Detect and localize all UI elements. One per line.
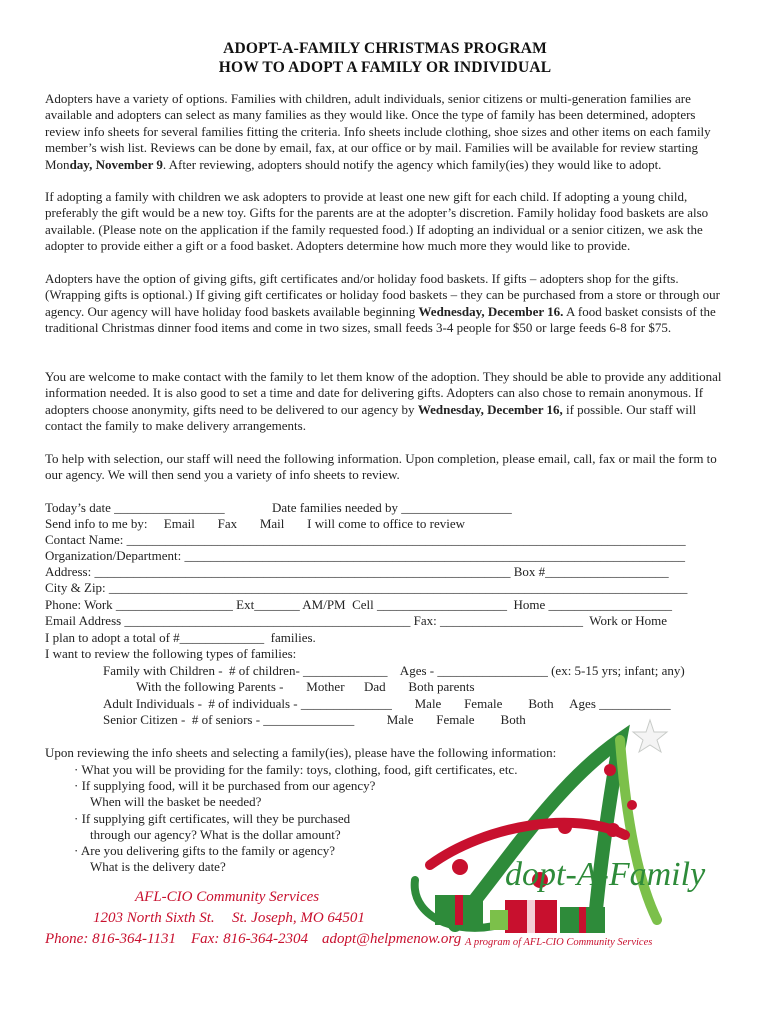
address-field[interactable]: Address: ________________________________________________________________ Box #___________________ <box>45 564 669 579</box>
senior-citizen-row[interactable]: Senior Citizen - # of seniors - ______________ Male Female Both <box>103 712 526 727</box>
footer-org: AFL-CIO Community Services <box>135 889 320 905</box>
date-needed-field[interactable]: Date families needed by _________________ <box>272 500 512 515</box>
footer-email[interactable]: adopt@helpmenow.org <box>322 931 462 947</box>
city-zip-field[interactable]: City & Zip: _________________________________________________________________________________________ <box>45 580 688 595</box>
paragraph-gifts: If adopting a family with children we ask adopters to provide at least one new gift for each child. If adopting a young child, preferably the gift would be a new toy. Gifts for the parents are at the adopter’s discretion. Family holiday food baskets are also available. (Please note on the application if the family requested food.) If adopting an individual or a senior citizen, we ask the adopter to provide either a gift or a food basket. Adopters determine how much more they would like to provide. <box>45 189 709 254</box>
parents-row[interactable]: With the following Parents - Mother Dad Both parents <box>136 679 475 694</box>
list-item: · If supplying gift certificates, will they be purchased <box>74 811 351 826</box>
logo-tagline: A program of AFL-CIO Community Services <box>465 937 653 948</box>
list-item: · Are you delivering gifts to the family or agency? <box>74 843 336 858</box>
list-item-sub: through our agency? What is the dollar amount? <box>90 827 341 842</box>
paragraph-baskets: Adopters have the option of giving gifts, gift certificates and/or holiday food baskets. If gifts – adopters shop for the gifts. (Wrapping gifts is optional.) If giving gift certificates or holiday food baskets – they can be purchased from a store or through our agency. Our agency will have holiday food baskets available beginning Wednesday, December 16. A food basket consists of the traditional Christmas dinner food items and come in two sizes, small feeds 3-4 people for $50 or large feeds 6-8 for $75. <box>45 271 720 336</box>
after-review-intro: Upon reviewing the info sheets and selecting a family(ies), please have the following information: <box>45 745 557 760</box>
todays-date-field[interactable]: Today’s date _________________ <box>45 500 225 515</box>
list-item-sub: When will the basket be needed? <box>90 794 262 809</box>
list-item-sub: What is the delivery date? <box>90 859 226 874</box>
page-title: ADOPT-A-FAMILY CHRISTMAS PROGRAM <box>223 40 547 57</box>
send-info-options[interactable]: Send info to me by: Email Fax Mail I will come to office to review <box>45 516 466 531</box>
email-field[interactable]: Email Address ____________________________________________ Fax: ______________________ Work or Home <box>45 613 667 628</box>
adult-individuals-row[interactable]: Adult Individuals - # of individuals - ______________ Male Female Both Ages ___________ <box>103 696 671 711</box>
paragraph-options: Adopters have a variety of options. Families with children, adult individuals, senior citizens or multi-generation families are available and adopters can select as many families as they would like. Once the type of family has been determined, adopters review info sheets for several families fitting the criteria. Info sheets include clothing, shoe sizes and other items on each family member’s wish list. Reviews can be done by email, fax, at our office or by mail. Families will be available for review starting Monday, November 9. After reviewing, adopters should notify the agency which family(ies) they would like to adopt. <box>45 91 711 172</box>
review-types-label: I want to review the following types of families: <box>45 646 297 661</box>
plan-adopt-field[interactable]: I plan to adopt a total of #_____________ families. <box>45 630 316 645</box>
list-item: · What you will be providing for the family: toys, clothing, food, gift certificates, etc. <box>74 762 518 777</box>
contact-name-field[interactable]: Contact Name: ______________________________________________________________________________________ <box>45 532 686 547</box>
footer-address-street: 1203 North Sixth St. <box>93 910 215 926</box>
list-item: · If supplying food, will it be purchased from our agency? <box>74 778 376 793</box>
footer-phone: Phone: 816-364-1131 <box>45 931 176 947</box>
page-subtitle: HOW TO ADOPT A FAMILY OR INDIVIDUAL <box>218 59 552 76</box>
organization-field[interactable]: Organization/Department: _____________________________________________________________________________ <box>45 548 685 563</box>
paragraph-contact: You are welcome to make contact with the family to let them know of the adoption. They should be able to provide any additional information needed. It is also good to set a time and date for delivering gifts. Adopters can also chose to remain anonymous. If adopters choose anonymity, gifts need to be delivered to our agency by Wednesday, December 16, if possible. Our staff will contact the family to make delivery arrangements. <box>45 369 722 434</box>
footer-address-city: St. Joseph, MO 64501 <box>232 910 365 926</box>
adopt-a-family-logo <box>395 715 740 955</box>
family-children-row[interactable]: Family with Children - # of children- _____________ Ages - _________________ (ex: 5-15 yrs; infant; any) <box>103 663 685 678</box>
paragraph-selection: To help with selection, our staff will need the following information. Upon completion, please email, call, fax or mail the form to our agency. We will then send you a variety of info sheets to review. <box>45 451 717 483</box>
footer-fax: Fax: 816-364-2304 <box>191 931 309 947</box>
phone-field[interactable]: Phone: Work __________________ Ext_______ AM/PM Cell ____________________ Home ___________________ <box>45 597 673 612</box>
logo-wordmark: dopt-A-Family <box>505 856 706 893</box>
